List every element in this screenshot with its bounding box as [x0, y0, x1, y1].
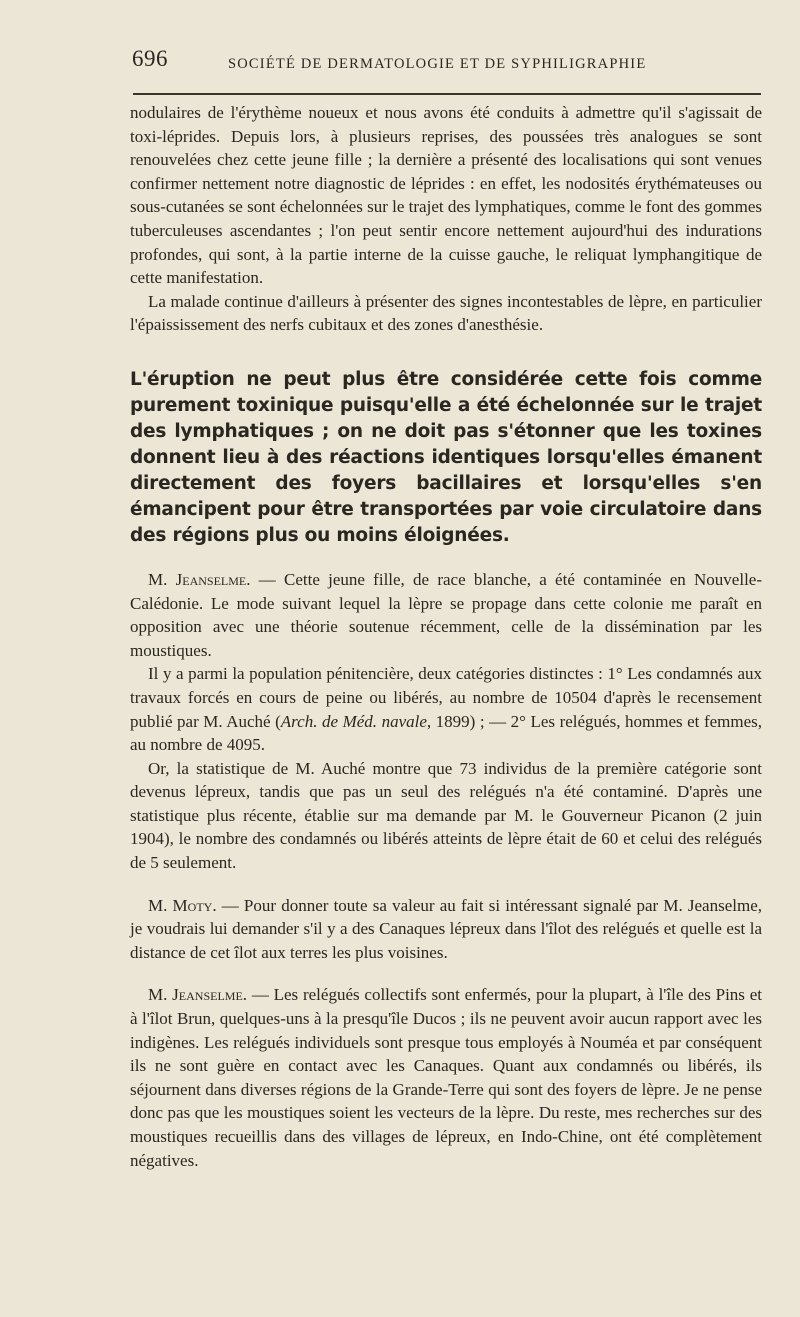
header-rule: [133, 93, 761, 95]
paragraph-continuation: nodulaires de l'érythème noueux et nous avons été conduits à admettre qu'il s'agissait de toxi-léprides. Depuis lors, à plusieurs reprises, des poussées très analogues se sont renouvelées chez cette jeune fille ; la dernière a présenté des localisations qui sont venues confirmer nettement notre diagnostic de léprides : en effet, les nodosités érythémateuses ou sous-cutanées se sont échelonnées sur le trajet des lymphatiques, comme le font des gommes tuberculeuses ascendantes ; l'on peut sentir encore nettement aujourd'hui des indurations profondes, qui sont, à la partie interne de la cuisse gauche, le reliquat lymphangitique de cette manifestation.: [130, 103, 762, 288]
speaker-paragraph: [130, 894, 762, 965]
speaker-text: — Cette jeune fille, de race blanche, a été contaminée en Nouvelle-Calédonie. Le mode suivant lequel la lèpre se propage dans cette colonie me paraît en opposition avec une théorie soutenue récemment, celle de la dissémination par les moustiques.: [130, 569, 762, 660]
body-text: [130, 101, 762, 1172]
speaker-text: — Les relégués collectifs sont enfermés, pour la plupart, à l'île des Pins et à l'îlot Brun, quelques-uns à la presqu'île Ducos ; ils ne peuvent avoir aucun rapport avec les indigènes. Les relégués individuels sont presque tous employés à Nouméa et par conséquent ils ne sont guère en contact avec les Canaques. Quant aux condamnés ou libérés, ils séjournent dans diverses régions de la Grande-Terre qui sont des foyers de lèpre. Je ne pense donc pas que les moustiques soient les vecteurs de la lèpre. Du reste, mes recherches sur des moustiques recueillis dans des villages de lépreux, en Indo-Chine, ont été complètement négatives.: [130, 985, 762, 1170]
speaker-name: M. Jeanselme.: [148, 985, 248, 1005]
paragraph: Or, la statistique de M. Auché montre que 73 individus de la première catégorie sont devenus lépreux, tandis que pas un seul des relégués n'a été contaminé. D'après une statistique plus récente, établie sur ma demande par M. le Gouverneur Picanon (2 juin 1904), le nombre des condamnés ou libérés atteints de lèpre était de 60 et celui des relégués de 5 seulement.: [130, 758, 762, 873]
paragraph: La malade continue d'ailleurs à présenter des signes incontestables de lèpre, en particulier l'épaississement des nerfs cubitaux et des zones d'anesthésie.: [130, 291, 762, 335]
speaker-name: M. Jeanselme.: [148, 569, 251, 589]
paragraph: [130, 662, 762, 756]
running-title: SOCIÉTÉ DE DERMATOLOGIE ET DE SYPHILIGRAPHIE: [228, 56, 647, 72]
page-number: 696: [132, 46, 168, 71]
speaker-name: M. Moty.: [148, 895, 217, 915]
page-header: [132, 44, 762, 84]
paragraph-text: , 1899) ; — 2° Les relégués, hommes et femmes, au nombre de 4095.: [130, 711, 763, 755]
summary-paragraph: L'éruption ne peut plus être considérée cette fois comme purement toxinique puisqu'elle a été échelonnée sur le trajet des lymphatiques ; on ne doit pas s'étonner que les toxines donnent lieu à des réactions identiques lorsqu'elles émanent directement des foyers bacillaires et lorsqu'elles s'en émancipent pour être transportées par voie circulatoire dans des régions plus ou moins éloignées.: [130, 368, 762, 546]
citation: Arch. de Méd. navale: [280, 711, 427, 731]
speaker-paragraph: [130, 983, 762, 1172]
paragraph-text: Il y a parmi la population pénitencière, deux catégories distinctes : 1° Les condamnés aux travaux forcés en cours de peine ou libérés, au nombre de 10504 d'après le recensement publié par M. Auché (: [130, 664, 762, 731]
speaker-paragraph: [130, 568, 762, 662]
speaker-text: — Pour donner toute sa valeur au fait si intéressant signalé par M. Jeanselme, je voudrais lui demander s'il y a des Canaques lépreux dans l'îlot des relégués et quelle est la distance de cet îlot aux terres les plus voisines.: [130, 895, 762, 962]
